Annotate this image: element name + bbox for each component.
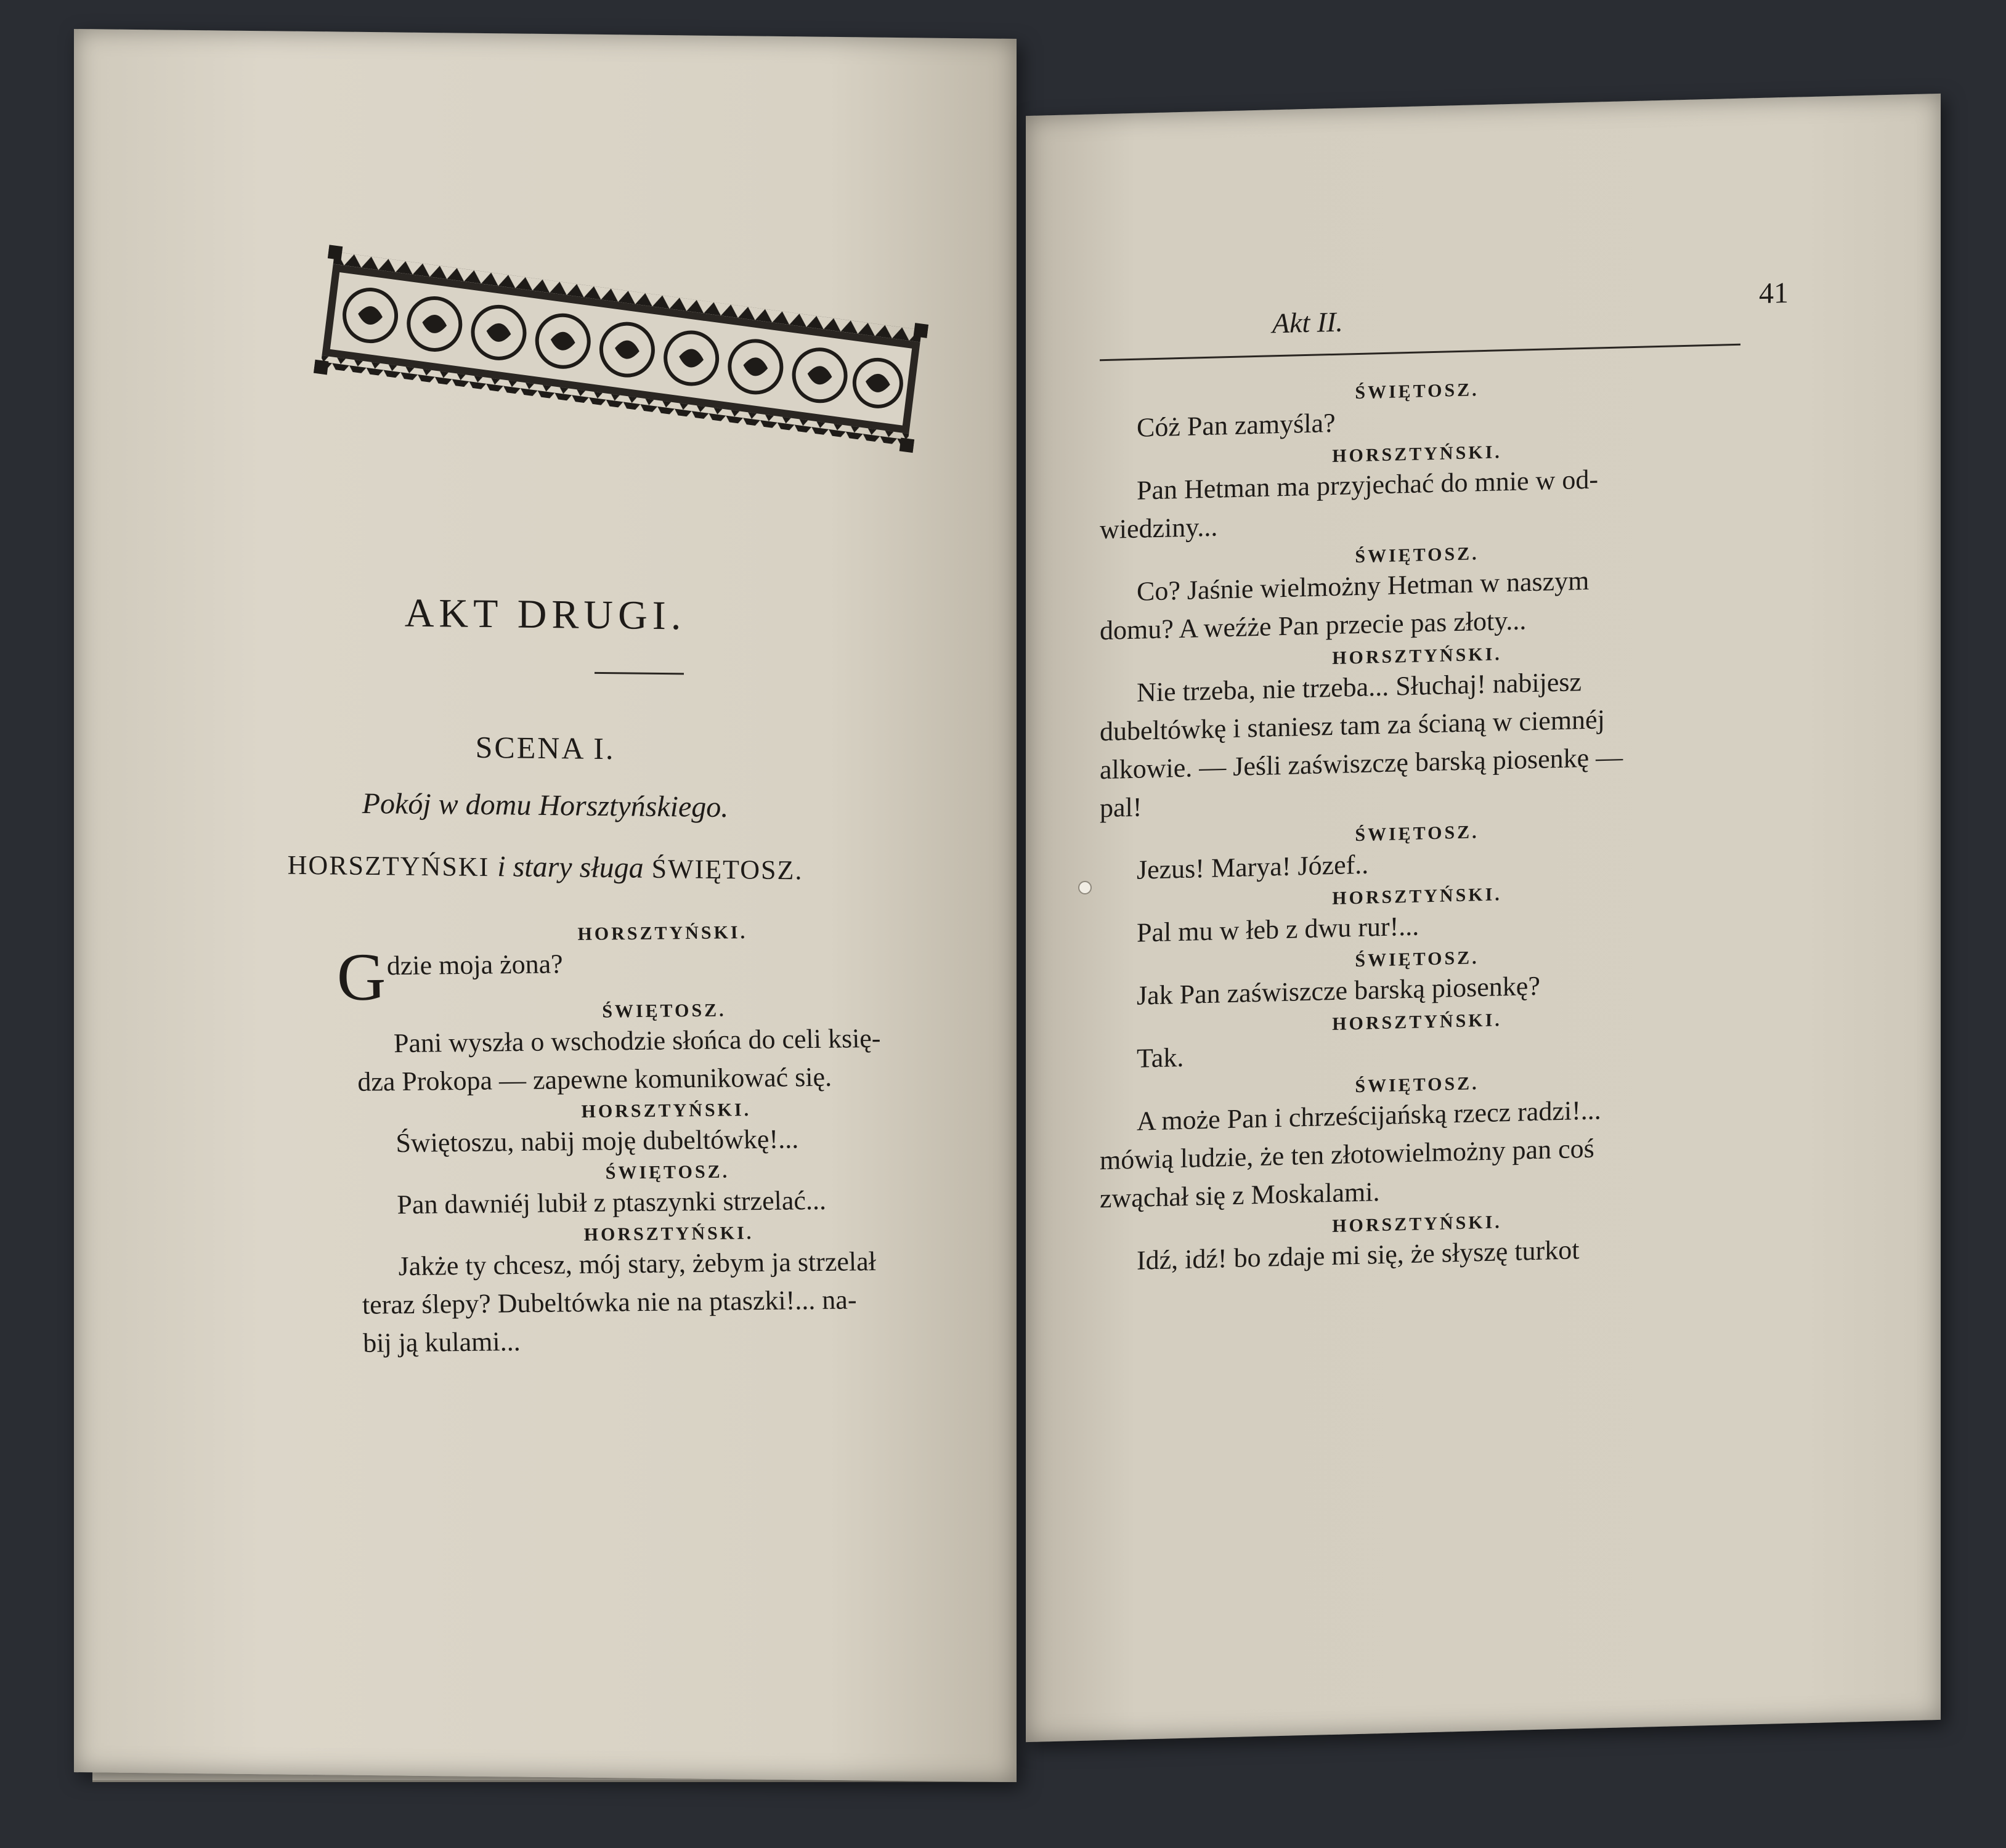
left-page xyxy=(74,29,1017,1782)
decorative-headpiece xyxy=(313,238,930,459)
left-dialog xyxy=(336,918,980,1364)
cast-name-2: ŚWIĘTOSZ. xyxy=(651,853,803,886)
dialog-line: Pal mu w łeb z dwu rur!... xyxy=(1137,910,1419,948)
header-rule xyxy=(1100,344,1740,361)
dialog-text: dzie moja żona? xyxy=(386,949,564,981)
dialog-block xyxy=(358,1097,975,1162)
dialog-line: Jak Pan zaświszcze barską piosenkę? xyxy=(1137,970,1540,1011)
right-dialog xyxy=(1100,370,1734,1281)
dialog-line: dza Prokopa — zapewne komunikować się. xyxy=(357,1061,832,1097)
dialog-block xyxy=(359,1159,977,1224)
running-head: Akt II. xyxy=(1272,306,1343,339)
page-number: 41 xyxy=(1759,276,1789,310)
speaker-name: ŚWIĘTOSZ. xyxy=(1355,1073,1479,1097)
scene-place: Pokój w domu Horsztyńskiego. xyxy=(362,787,729,824)
dialog-line: alkowie. — Jeśli zaświszczę barską piosenkę — xyxy=(1100,742,1623,785)
speaker-name: HORSZTYŃSKI. xyxy=(577,922,748,944)
scene-title: SCENA I. xyxy=(475,729,615,766)
dialog-line: dubeltówkę i staniesz tam za ścianą w ciemnéj xyxy=(1100,704,1605,747)
speaker-name: ŚWIĘTOSZ. xyxy=(1355,822,1479,846)
dialog-line: zwąchał się z Moskalami. xyxy=(1100,1177,1380,1214)
dialog-line: Nie trzeba, nie trzeba... Słuchaj! nabijesz xyxy=(1137,667,1582,708)
binding-thread-hole xyxy=(1078,881,1092,894)
dialog-line: wiedziny... xyxy=(1100,511,1218,545)
dialog-line: Świętoszu, nabij moję dubeltówkę!... xyxy=(395,1124,799,1159)
dialog-line: Pan Hetman ma przyjechać do mnie w od- xyxy=(1137,464,1598,506)
dialog-block xyxy=(360,1220,979,1362)
dialog-line: Co? Jaśnie wielmożny Hetman w naszym xyxy=(1137,565,1590,607)
act-title: AKT DRUGI. xyxy=(404,590,686,639)
cast-connector: i stary sługa xyxy=(497,850,644,885)
speaker-name: HORSZTYŃSKI. xyxy=(581,1100,752,1122)
speaker-name: HORSZTYŃSKI. xyxy=(1332,884,1502,909)
dialog-line: Cóż Pan zamyśla? xyxy=(1137,407,1336,443)
dialog-line: mówią ludzie, że ten złotowielmożny pan coś xyxy=(1100,1133,1594,1176)
scene-cast xyxy=(74,845,1017,889)
dialog-line: Idź, idź! bo zdaje mi się, że słyszę turkot xyxy=(1137,1234,1580,1276)
dialog-line: Pani wyszła o wschodzie słońca do celi księ- xyxy=(393,1023,881,1059)
speaker-name: ŚWIĘTOSZ. xyxy=(605,1161,730,1183)
dialog-line: Tak. xyxy=(1137,1042,1184,1074)
speaker-name: ŚWIĘTOSZ. xyxy=(1355,543,1479,567)
speaker-name: ŚWIĘTOSZ. xyxy=(601,1000,726,1022)
dialog-line: bij ją kulami... xyxy=(362,1326,521,1358)
speaker-name: HORSZTYŃSKI. xyxy=(583,1223,754,1245)
speaker-name: HORSZTYŃSKI. xyxy=(1332,442,1502,466)
speaker-name: HORSZTYŃSKI. xyxy=(1332,644,1502,668)
dialog-line: Pan dawniéj lubił z ptaszynki strzelać... xyxy=(396,1185,827,1220)
dialog-block xyxy=(356,997,974,1101)
cast-name-1: HORSZTYŃSKI xyxy=(287,849,490,883)
right-page xyxy=(1026,94,1941,1742)
speaker-name: ŚWIĘTOSZ. xyxy=(1355,947,1479,971)
open-book xyxy=(74,34,1941,1777)
title-rule xyxy=(595,672,684,675)
dialog-line: Jakże ty chcesz, mój stary, żebym ja strzelał xyxy=(398,1246,877,1282)
dialog-line: teraz ślepy? Dubeltówka nie na ptaszki!... na- xyxy=(362,1284,857,1320)
dialog-line: Jezus! Marya! Józef.. xyxy=(1137,849,1369,885)
speaker-name: HORSZTYŃSKI. xyxy=(1332,1010,1502,1034)
speaker-name: HORSZTYŃSKI. xyxy=(1332,1212,1502,1236)
dialog-line: pal! xyxy=(1100,792,1142,824)
speaker-name: ŚWIĘTOSZ. xyxy=(1355,379,1479,403)
dialog-line: domu? A weźże Pan przecie pas złoty... xyxy=(1100,605,1527,646)
drop-cap: G xyxy=(336,939,387,1015)
dialog-line: A może Pan i chrześcijańską rzecz radzi!... xyxy=(1137,1095,1601,1137)
